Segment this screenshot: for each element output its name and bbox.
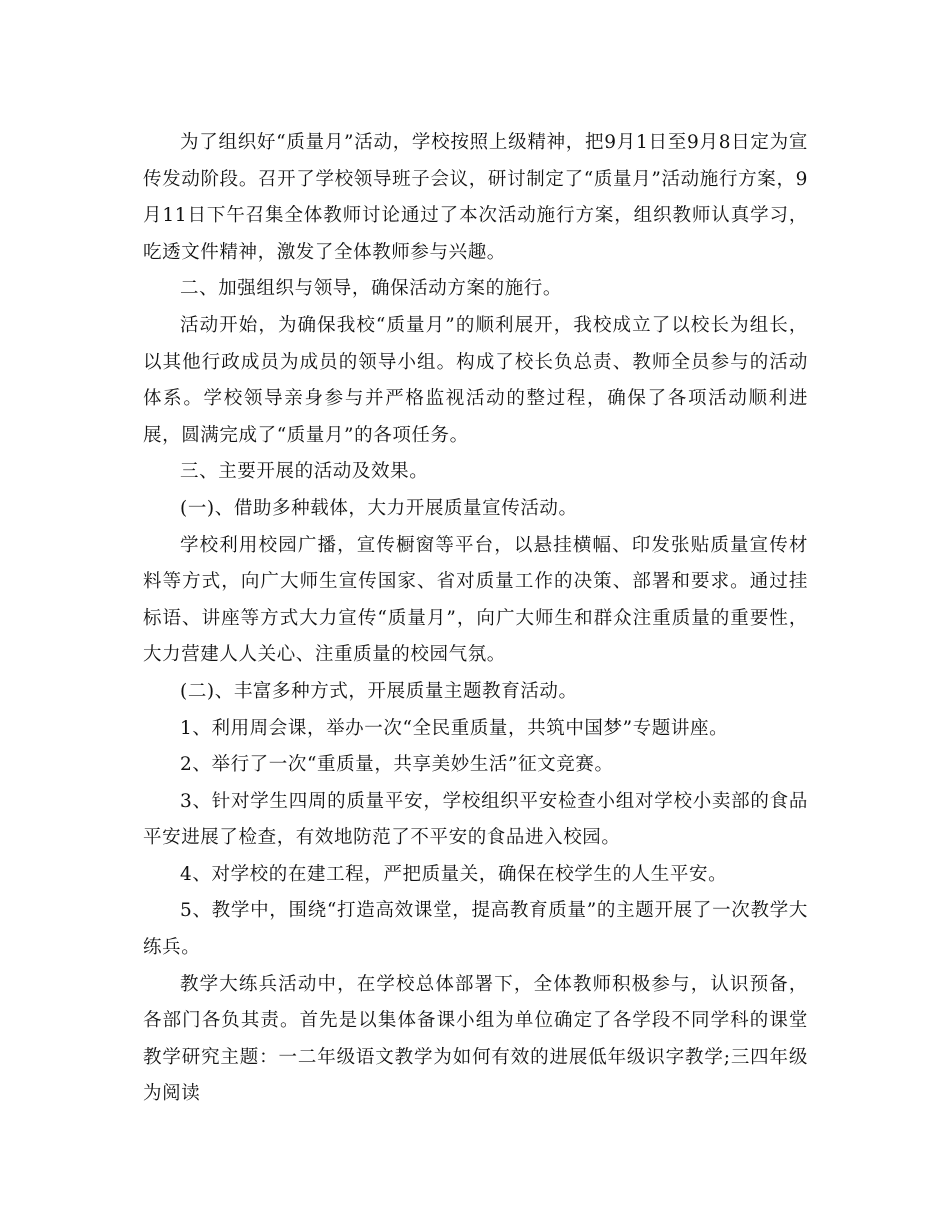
list-item-5: 5、教学中，围绕“打造高效课堂，提高教育质量”的主题开展了一次教学大练兵。: [143, 900, 808, 959]
subsection-heading-1: (一)、借助多种载体，大力开展质量宣传活动。: [180, 497, 578, 519]
paragraph-publicity: 学校利用校园广播，宣传橱窗等平台，以悬挂横幅、印发张贴质量宣传材料等方式，向广大师生宣传国家、省对质量工作的决策、部署和要求。通过挂标语、讲座等方式大力宣传“质量月”，向广大师生和群众注重质量的重要性，大力营建人人关心、注重质量的校园气氛。: [143, 534, 808, 666]
list-item-2: 2、举行了一次“重质量，共享美妙生活”征文竞赛。: [180, 754, 614, 776]
section-heading-3: 三、主要开展的活动及效果。: [180, 461, 429, 483]
list-item-3: 3、针对学生四周的质量平安，学校组织平安检查小组对学校小卖部的食品平安进展了检查，有效地防范了不平安的食品进入校园。: [143, 790, 808, 849]
paragraph-intro: 为了组织好“质量月”活动，学校按照上级精神，把9月1日至9月8日定为宣传发动阶段。召开了学校领导班子会议，研讨制定了“质量月”活动施行方案，9月11日下午召集全体教师讨论通过了本次活动施行方案，组织教师认真学习，吃透文件精神，激发了全体教师参与兴趣。: [143, 132, 808, 263]
list-item-1: 1、利用周会课，举办一次“全民重质量，共筑中国梦”专题讲座。: [180, 717, 729, 739]
document-body: [143, 125, 808, 1113]
section-heading-2: 二、加强组织与领导，确保活动方案的施行。: [180, 278, 563, 300]
list-item-4: 4、对学校的在建工程，严把质量关，确保在校学生的人生平安。: [180, 863, 728, 885]
paragraph-organization: 活动开始，为确保我校“质量月”的顺利展开，我校成立了以校长为组长，以其他行政成员为成员的领导小组。构成了校长负总责、教师全员参与的活动体系。学校领导亲身参与并严格监视活动的整过程，确保了各项活动顺利进展，圆满完成了“质量月”的各项任务。: [143, 314, 808, 446]
subsection-heading-2: (二)、丰富多种方式，开展质量主题教育活动。: [180, 680, 578, 702]
paragraph-teaching-drill: 教学大练兵活动中，在学校总体部署下，全体教师积极参与，认识预备，各部门各负其责。首先是以集体备课小组为单位确定了各学段不同学科的课堂教学研究主题：一二年级语文教学为如何有效的进展低年级识字教学;三四年级为阅读: [143, 973, 808, 1105]
